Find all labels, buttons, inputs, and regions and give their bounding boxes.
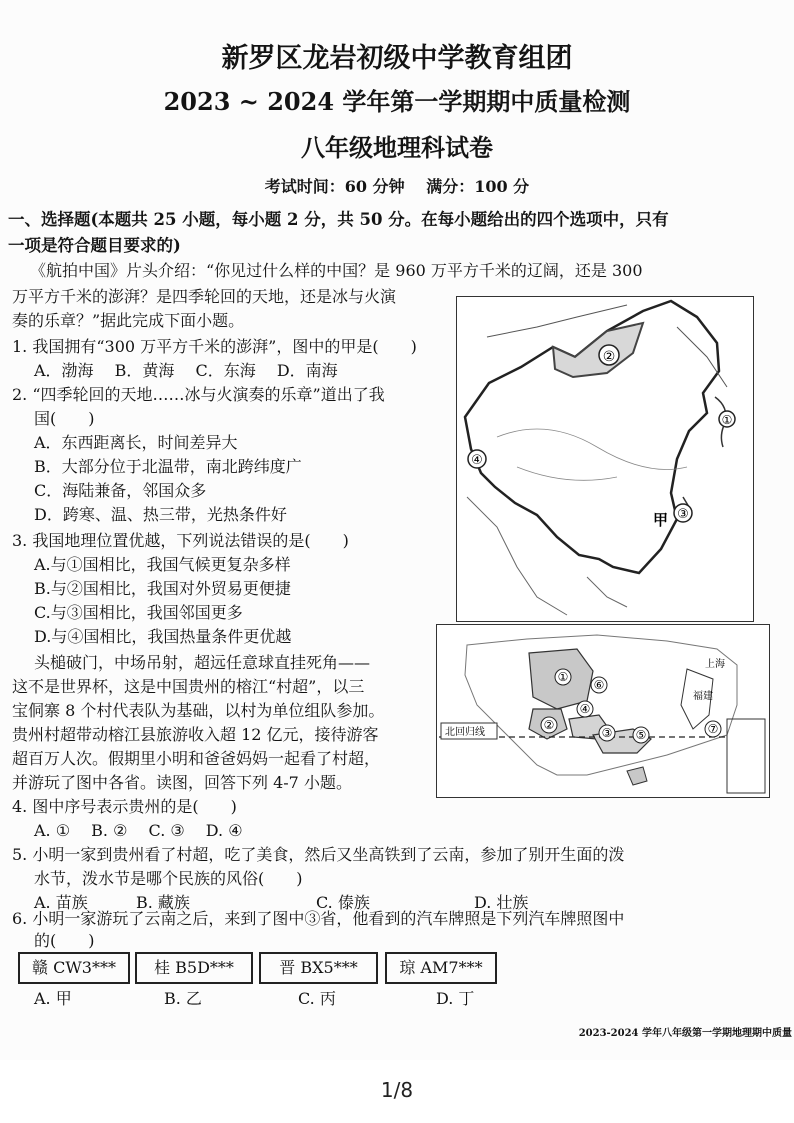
license-plate-yi: 桂 B5D*** [135,952,253,984]
q6-choice-c: C. 丙 [298,989,336,1008]
sea-label-jia: 甲 [653,511,669,529]
section-title-line1: 一、选择题(本题共 25 小题，每小题 2 分，共 50 分。在每小题给出的四个选项中，只有 [8,210,669,229]
intro1-line3: 奏的乐章？”据此完成下面小题。 [12,311,245,330]
q4-stem: 4. 图中序号表示贵州的是( ) [12,797,237,816]
q4-options: A. ① B. ② C. ③ D. ④ [34,821,243,840]
china-neighbors-map-svg [457,297,752,620]
section-title-line2: 一项是符合题目要求的) [8,236,181,255]
q6-stem-line2: 的( ) [34,931,95,950]
q6-choice-b: B. 乙 [164,989,202,1008]
q3-stem: 3. 我国地理位置优越，下列说法错误的是( ) [12,531,349,550]
q2-stem-line2: 国( ) [34,409,95,428]
q2-option-a: A．东西距离长，时间差异大 [34,433,238,452]
term-title: 2023 ~ 2024 学年第一学期期中质量检测 [163,87,631,116]
map2-label-1: ① [557,670,569,684]
china-neighbors-map [456,296,754,622]
q3-option-c: C.与③国相比，我国邻国更多 [34,603,243,622]
intro2-line3: 宝侗寨 8 个村代表队为基础，以村为单位组队参加。 [12,701,385,720]
q5-option-c: C. 傣族 [316,893,370,912]
page-indicator: 1/8 [380,1078,414,1102]
q5-option-a: A. 苗族 [34,893,88,912]
map2-label-4: ④ [579,702,591,716]
exam-info: 考试时间：60 分钟 满分：100 分 [264,177,530,196]
q6-stem-line1: 6. 小明一家游玩了云南之后，来到了图中③省，他看到的汽车牌照是下列汽车牌照图中 [12,909,625,928]
school-title: 新罗区龙岩初级中学教育组团 [221,43,573,74]
map1-label-1: ① [721,413,733,427]
mongolia-region [553,323,643,377]
intro2-line2: 这不是世界杯，这是中国贵州的榕江“村超”，以三 [12,677,365,696]
q2-option-b: B．大部分位于北温带，南北跨纬度广 [34,457,302,476]
subject-title: 八年级地理科试卷 [301,133,493,162]
intro1-line1: 《航拍中国》片头介绍：“你见过什么样的中国？是 960 万平方千米的辽阔，还是 300 [30,261,643,280]
q2-stem-line1: 2. “四季轮回的天地……冰与火演奏的乐章”道出了我 [12,385,385,404]
fujian-label: 福建 [693,691,713,702]
map2-label-7: ⑦ [707,722,719,736]
rivers [497,429,687,480]
provinces-map-svg [437,625,768,796]
intro2-line1: 头槌破门，中场吊射，超远任意球直挂死角—— [34,653,371,672]
southern-borders [467,497,627,615]
q5-option-d: D. 壮族 [474,893,529,912]
intro2-line4: 贵州村超带动榕江县旅游收入超 12 亿元，接待游客 [12,725,379,744]
q2-option-c: C．海陆兼备，邻国众多 [34,481,207,500]
q3-option-b: B.与②国相比，我国对外贸易更便捷 [34,579,291,598]
south-sea-inset [727,719,765,793]
map1-label-2: ② [602,349,616,365]
q3-option-a: A.与①国相比，我国气候更复杂多样 [34,555,291,574]
map2-label-6: ⑥ [593,678,605,692]
shanghai-label: 上海 [705,659,725,670]
intro1-line2: 万平方千米的澎湃？是四季轮回的天地，还是冰与火演 [12,287,397,306]
q5-option-b: B. 藏族 [136,893,190,912]
tropic-label: 北回归线 [445,727,485,738]
region-outline [465,635,737,775]
map1-label-3: ③ [677,507,689,522]
q5-stem-line2: 水节，泼水节是哪个民族的风俗( ) [34,869,303,888]
q5-stem-line1: 5. 小明一家到贵州看了村超，吃了美食，然后又坐高铁到了云南，参加了别开生面的泼 [12,845,625,864]
map2-label-2: ② [543,718,555,732]
china-outline [465,301,719,573]
map2-label-3: ③ [601,726,613,740]
license-plate-jia: 赣 CW3*** [18,952,130,984]
q6-choice-a: A. 甲 [34,989,72,1008]
map2-label-5: ⑤ [635,728,647,742]
q6-choice-d: D. 丁 [436,989,475,1008]
page-footer-note: 2023-2024 学年八年级第一学期地理期中质量 [578,1028,792,1039]
q2-option-d: D．跨寒、温、热三带，光热条件好 [34,505,287,524]
hainan-shape [627,767,647,785]
intro2-line5: 超百万人次。假期里小明和爸爸妈妈一起看了村超， [12,749,381,768]
q1-stem: 1. 我国拥有“300 万平方千米的澎湃”，图中的甲是( ) [12,337,417,356]
map1-label-4: ④ [471,453,483,468]
license-plate-bing: 晋 BX5*** [259,952,378,984]
license-plate-ding: 琼 AM7*** [385,952,497,984]
south-china-provinces-map [436,624,770,798]
intro2-line6: 并游玩了图中各省。读图，回答下列 4-7 小题。 [12,773,352,792]
q3-option-d: D.与④国相比，我国热量条件更优越 [34,627,292,646]
q1-options: A．渤海 B．黄海 C．东海 D．南海 [34,361,338,380]
